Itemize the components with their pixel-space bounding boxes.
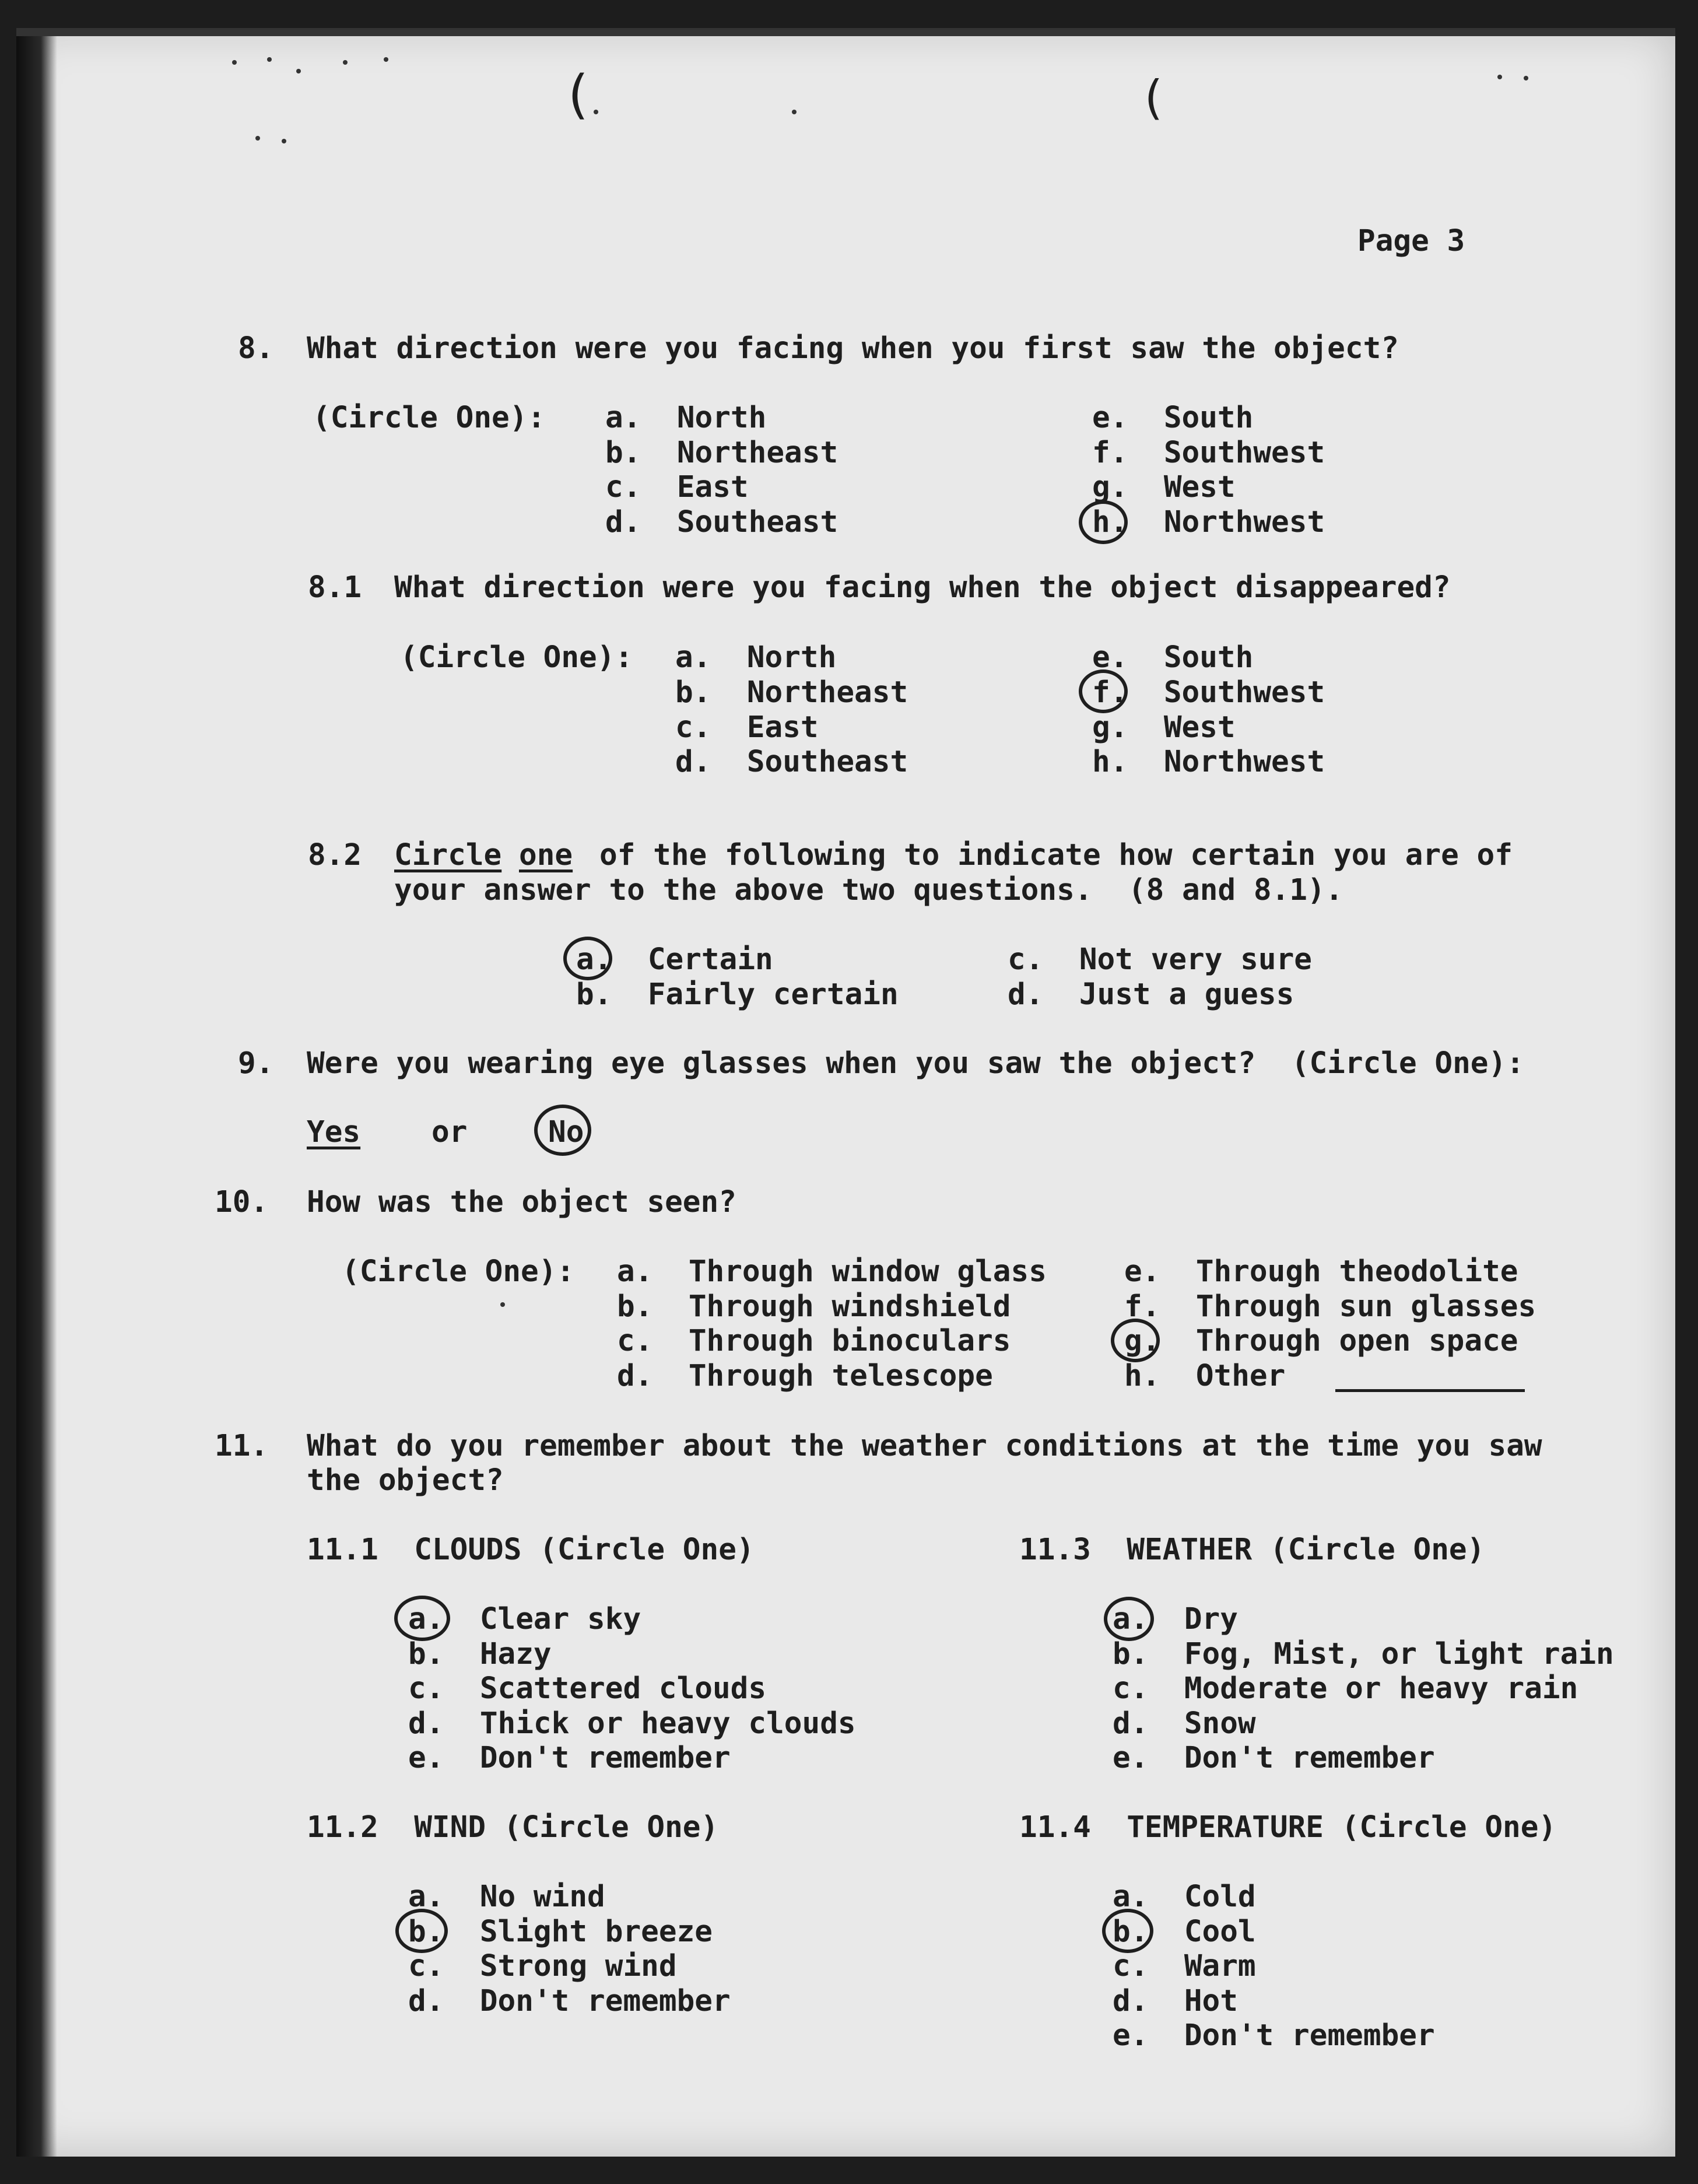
q112-heading: 11.2 WIND (Circle One)	[307, 1810, 719, 1845]
q111-heading: 11.1 CLOUDS (Circle One)	[307, 1533, 755, 1567]
question-8-text: What direction were you facing when you first saw the object?	[307, 331, 1399, 366]
question-11-text-line2: the object?	[307, 1463, 504, 1498]
q111-option-b[interactable]: b. Hazy	[408, 1637, 552, 1671]
q10-option-f[interactable]: f. Through sun glasses	[1124, 1289, 1536, 1324]
q10-option-c[interactable]: c. Through binoculars	[617, 1324, 1011, 1358]
question-8-1-text: What direction were you facing when the object disappeared?	[394, 570, 1451, 605]
q10-option-e[interactable]: e. Through theodolite	[1124, 1254, 1518, 1289]
q10-other-fill-line	[1335, 1389, 1525, 1392]
q112-option-b[interactable]: b. Slight breeze	[408, 1915, 713, 1949]
q9-option-no[interactable]: No	[548, 1115, 584, 1149]
question-10-instruction: (Circle One):	[342, 1254, 575, 1289]
q8-option-d[interactable]: d. Southeast	[605, 505, 839, 539]
q8-option-g[interactable]: g. West	[1092, 470, 1236, 504]
q114-option-a[interactable]: a. Cold	[1113, 1880, 1256, 1914]
question-8-2-circle-word: Circle	[394, 838, 502, 872]
question-8-1-instruction: (Circle One):	[400, 640, 633, 675]
q81-option-f[interactable]: f. Southwest	[1092, 675, 1325, 710]
question-8-2-text-line2: your answer to the above two questions. (8 and 8.1).	[394, 873, 1343, 907]
question-10-text: How was the object seen?	[307, 1185, 736, 1219]
q81-option-h[interactable]: h. Northwest	[1092, 745, 1325, 779]
q81-option-d[interactable]: d. Southeast	[675, 745, 908, 779]
speck	[267, 57, 272, 62]
question-8-number: 8.	[238, 331, 274, 366]
question-8-instruction: (Circle One):	[313, 401, 546, 435]
q81-option-e[interactable]: e. South	[1092, 640, 1254, 675]
q113-option-c[interactable]: c. Moderate or heavy rain	[1113, 1671, 1578, 1706]
scan-edge-left	[16, 28, 57, 2157]
document-page	[16, 28, 1675, 2157]
speck	[232, 60, 237, 65]
q10-option-a[interactable]: a. Through window glass	[617, 1254, 1047, 1289]
page-number: Page 3	[1357, 224, 1465, 258]
q111-option-c[interactable]: c. Scattered clouds	[408, 1671, 767, 1706]
q114-option-c[interactable]: c. Warm	[1113, 1949, 1256, 1983]
q8-option-h[interactable]: h. Northwest	[1092, 505, 1325, 539]
q114-option-d[interactable]: d. Hot	[1113, 1984, 1238, 2018]
question-9-text: Were you wearing eye glasses when you saw the object? (Circle One):	[307, 1046, 1524, 1081]
q82-option-d[interactable]: d. Just a guess	[1008, 977, 1294, 1012]
speck	[792, 110, 797, 114]
speck	[384, 57, 388, 62]
q81-option-c[interactable]: c. East	[675, 710, 819, 745]
speck	[500, 1302, 505, 1307]
question-8-2-number: 8.2	[308, 838, 362, 872]
q111-option-e[interactable]: e. Don't remember	[408, 1741, 731, 1775]
q10-option-d[interactable]: d. Through telescope	[617, 1359, 993, 1393]
speck	[594, 110, 598, 114]
q112-option-c[interactable]: c. Strong wind	[408, 1949, 677, 1983]
q82-option-b[interactable]: b. Fairly certain	[576, 977, 899, 1012]
q81-option-b[interactable]: b. Northeast	[675, 675, 908, 710]
q9-option-yes[interactable]: Yes	[307, 1115, 361, 1149]
q111-option-d[interactable]: d. Thick or heavy clouds	[408, 1706, 856, 1741]
q81-option-a[interactable]: a. North	[675, 640, 837, 675]
question-9-number: 9.	[238, 1046, 274, 1081]
q10-option-b[interactable]: b. Through windshield	[617, 1289, 1011, 1324]
speck	[296, 69, 301, 73]
speck	[255, 136, 260, 141]
question-8-2-one-word: one	[519, 838, 573, 872]
q112-option-d[interactable]: d. Don't remember	[408, 1984, 731, 2018]
question-8-1-number: 8.1	[308, 570, 362, 605]
q112-option-a[interactable]: a. No wind	[408, 1880, 605, 1914]
question-11-number: 11.	[215, 1429, 269, 1463]
q8-option-a[interactable]: a. North	[605, 401, 767, 435]
q8-option-c[interactable]: c. East	[605, 470, 749, 504]
speck	[1497, 75, 1502, 79]
speck	[282, 139, 286, 143]
q113-heading: 11.3 WEATHER (Circle One)	[1019, 1533, 1485, 1567]
scan-edge-top	[16, 28, 1675, 36]
q113-option-b[interactable]: b. Fog, Mist, or light rain	[1113, 1637, 1614, 1671]
question-8-2-text-line1: of the following to indicate how certain you are of	[599, 838, 1513, 872]
q82-option-c[interactable]: c. Not very sure	[1008, 942, 1312, 977]
hole-mark-left: (	[562, 64, 594, 125]
question-11-text-line1: What do you remember about the weather conditions at the time you saw	[307, 1429, 1542, 1463]
question-10-number: 10.	[215, 1185, 269, 1219]
q10-option-h[interactable]: h. Other	[1124, 1359, 1286, 1393]
hole-mark-right: (	[1139, 71, 1167, 125]
q82-option-a[interactable]: a. Certain	[576, 942, 773, 977]
q113-option-d[interactable]: d. Snow	[1113, 1706, 1256, 1741]
q8-option-e[interactable]: e. South	[1092, 401, 1254, 435]
q8-option-f[interactable]: f. Southwest	[1092, 436, 1325, 470]
q81-option-g[interactable]: g. West	[1092, 710, 1236, 745]
q111-option-a[interactable]: a. Clear sky	[408, 1602, 641, 1636]
q113-option-e[interactable]: e. Don't remember	[1113, 1741, 1435, 1775]
q9-or-text: or	[431, 1115, 468, 1149]
q114-heading: 11.4 TEMPERATURE (Circle One)	[1019, 1810, 1557, 1845]
speck	[1524, 76, 1528, 80]
q8-option-b[interactable]: b. Northeast	[605, 436, 839, 470]
q114-option-b[interactable]: b. Cool	[1113, 1915, 1256, 1949]
q10-option-g[interactable]: g. Through open space	[1124, 1324, 1518, 1358]
q114-option-e[interactable]: e. Don't remember	[1113, 2018, 1435, 2053]
speck	[343, 60, 348, 65]
q113-option-a[interactable]: a. Dry	[1113, 1602, 1238, 1636]
